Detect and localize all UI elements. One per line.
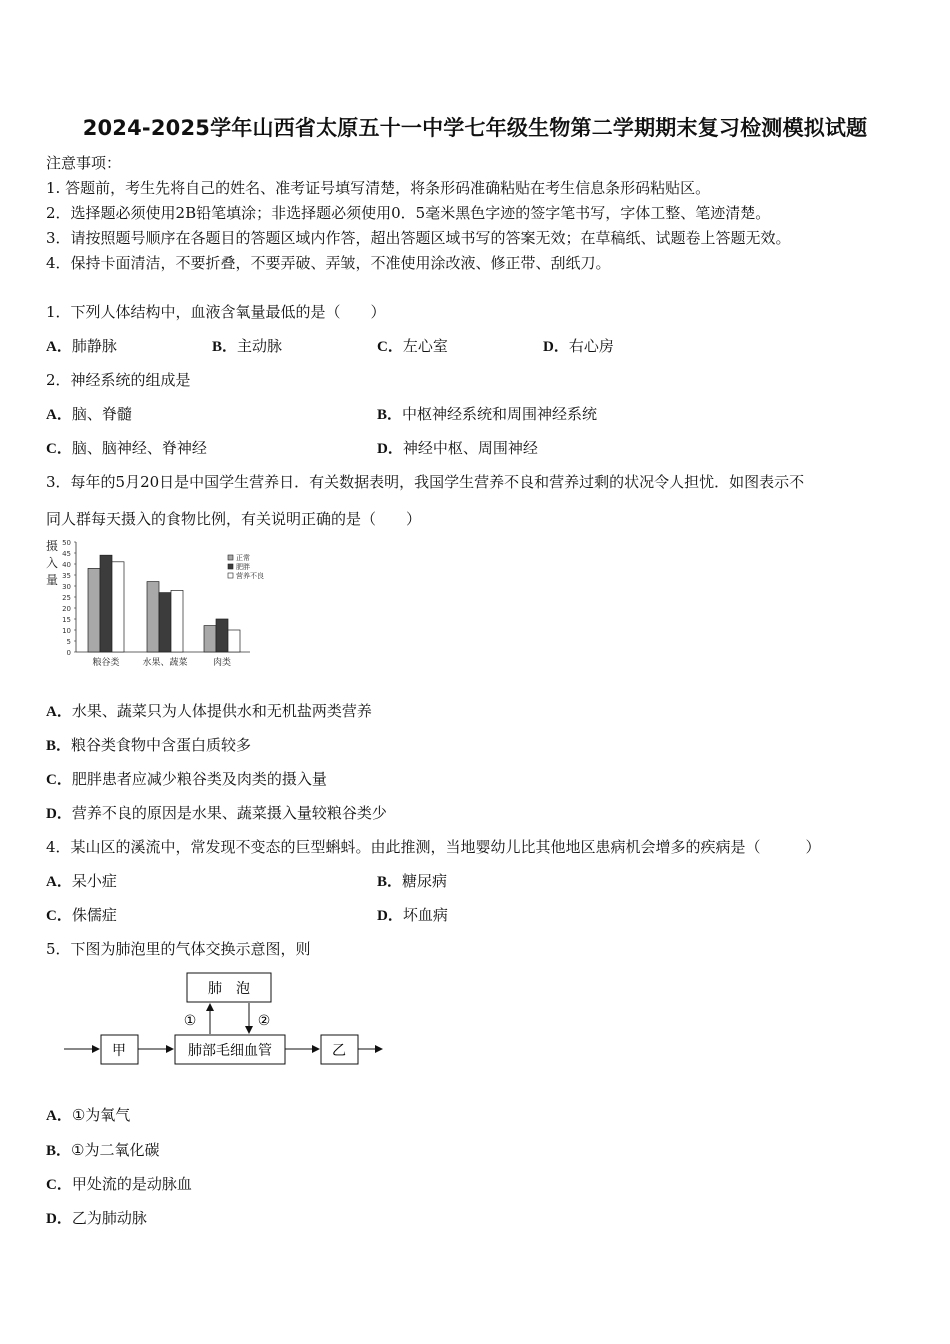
option-text: 左心室 (402, 337, 448, 355)
option-text: ①为二氧化碳 (71, 1141, 160, 1159)
q2-stem: 2．神经系统的组成是 (46, 371, 191, 389)
q3-option-a[interactable] (46, 700, 372, 721)
bar-营养不良-粮谷类 (112, 562, 124, 652)
option-text: 神经中枢、周围神经 (402, 439, 538, 457)
option-text: 肥胖患者应减少粮谷类及肉类的摄入量 (71, 770, 327, 788)
q1-option-b[interactable] (212, 335, 282, 356)
option-text: 甲处流的是动脉血 (71, 1175, 192, 1193)
q1-option-a[interactable] (46, 335, 117, 356)
q5-option-b[interactable] (46, 1139, 159, 1160)
q4-stem: 4．某山区的溪流中，常发现不变态的巨型蝌蚪。由此推测，当地婴幼儿比其他地区患病机会增多的疾病是（ ） (46, 838, 821, 856)
bar-营养不良-肉类 (228, 630, 240, 652)
q5-option-a[interactable] (46, 1104, 130, 1125)
option-text: 右心房 (568, 337, 614, 355)
option-label: B． (46, 1143, 72, 1159)
q5-option-d[interactable] (46, 1207, 147, 1228)
legend-swatch (228, 555, 233, 560)
bar-营养不良-水果、蔬菜 (171, 590, 183, 652)
notice-item-3: 3．请按照题号顺序在各题目的答题区域内作答，超出答题区域书写的答案无效；在草稿纸、试题卷上答题无效。 (46, 229, 791, 247)
option-text: 营养不良的原因是水果、蔬菜摄入量较粮谷类少 (71, 804, 387, 822)
option-label: A． (46, 704, 72, 720)
option-label: A． (46, 339, 72, 355)
y-tick-label: 30 (62, 583, 71, 591)
q1-stem: 1．下列人体结构中，血液含氧量最低的是（ ） (46, 303, 386, 321)
q4-option-a[interactable] (46, 870, 117, 891)
q4-option-c[interactable] (46, 904, 117, 925)
x-tick-label: 水果、蔬菜 (142, 658, 188, 668)
option-label: A． (46, 874, 72, 890)
page-title: 2024-2025学年山西省太原五十一中学七年级生物第二学期期末复习检测模拟试题 (82, 116, 868, 140)
q4-option-b[interactable] (377, 870, 447, 891)
q3-option-c[interactable] (46, 768, 327, 789)
bar-正常-粮谷类 (88, 568, 100, 652)
y-tick-label: 45 (62, 550, 71, 558)
y-tick-label: 40 (62, 561, 71, 569)
option-label: D． (46, 806, 72, 822)
capillary-label: 肺部毛细血管 (188, 1043, 272, 1059)
arrow-1-label: ① (183, 1013, 197, 1029)
option-label: C． (46, 441, 72, 457)
legend-label: 肥胖 (236, 563, 250, 571)
option-text: 主动脉 (237, 337, 283, 355)
alveolus-label: 肺 泡 (208, 981, 250, 997)
option-text: 脑、脊髓 (71, 405, 132, 423)
option-label: D． (377, 441, 403, 457)
option-text: 侏儒症 (71, 906, 117, 924)
right-label: 乙 (332, 1043, 346, 1059)
legend-swatch (228, 573, 233, 578)
q3-stem-line2: 同人群每天摄入的食物比例，有关说明正确的是（ ） (46, 510, 422, 528)
y-axis-label-char: 入 (45, 556, 59, 570)
y-axis-label-char: 量 (45, 573, 59, 587)
q5-stem: 5．下图为肺泡里的气体交换示意图，则 (46, 940, 311, 958)
bar-正常-水果、蔬菜 (147, 582, 159, 652)
q1-option-c[interactable] (377, 335, 448, 356)
bar-肥胖-肉类 (216, 619, 228, 652)
option-label: C． (46, 908, 72, 924)
notice-item-4: 4．保持卡面清洁，不要折叠，不要弄破、弄皱，不准使用涂改液、修正带、刮纸刀。 (46, 254, 611, 272)
option-label: B． (377, 407, 403, 423)
bar-正常-肉类 (204, 626, 216, 652)
y-tick-label: 35 (62, 572, 71, 580)
y-tick-label: 10 (62, 627, 71, 635)
q2-option-c[interactable] (46, 437, 207, 458)
q4-option-d[interactable] (377, 904, 448, 925)
option-label: A． (46, 1108, 72, 1124)
notice-heading: 注意事项： (46, 154, 122, 172)
option-text: 水果、蔬菜只为人体提供水和无机盐两类营养 (71, 702, 372, 720)
gas-exchange-diagram (60, 968, 390, 1068)
option-label: C． (46, 772, 72, 788)
q1-option-d[interactable] (543, 335, 614, 356)
option-label: A． (46, 407, 72, 423)
y-tick-label: 5 (66, 638, 71, 646)
option-label: B． (377, 874, 403, 890)
bar-肥胖-水果、蔬菜 (159, 593, 171, 652)
q3-option-b[interactable] (46, 734, 251, 755)
notice-item-1: 1. 答题前，考生先将自己的姓名、准考证号填写清楚，将条形码准确粘贴在考生信息条形码粘贴区。 (46, 179, 711, 197)
option-label: D． (377, 908, 403, 924)
option-text: 呆小症 (71, 872, 117, 890)
q2-option-d[interactable] (377, 437, 538, 458)
arrow-2-label: ② (257, 1013, 271, 1029)
y-tick-label: 50 (62, 539, 71, 547)
option-text: 肺静脉 (71, 337, 117, 355)
x-tick-label: 肉类 (212, 658, 232, 668)
legend-label: 正常 (236, 554, 250, 562)
q3-option-d[interactable] (46, 802, 387, 823)
option-label: B． (212, 339, 238, 355)
legend-label: 营养不良 (236, 572, 264, 580)
y-tick-label: 0 (66, 649, 71, 657)
x-tick-label: 粮谷类 (92, 658, 120, 668)
option-label: B． (46, 738, 72, 754)
y-tick-label: 15 (62, 616, 71, 624)
q2-option-b[interactable] (377, 403, 597, 424)
option-label: C． (46, 1177, 72, 1193)
option-text: ①为氧气 (71, 1106, 131, 1124)
y-tick-label: 25 (62, 594, 71, 602)
legend-swatch (228, 564, 233, 569)
option-text: 乙为肺动脉 (71, 1209, 147, 1227)
option-text: 中枢神经系统和周围神经系统 (402, 405, 598, 423)
q3-stem-line1: 3．每年的5月20日是中国学生营养日．有关数据表明，我国学生营养不良和营养过剩的状况令人担忧．如图表示不 (46, 473, 805, 491)
option-text: 糖尿病 (402, 872, 448, 890)
q2-option-a[interactable] (46, 403, 132, 424)
option-text: 粮谷类食物中含蛋白质较多 (71, 736, 252, 754)
notice-item-2: 2．选择题必须使用2B铅笔填涂；非选择题必须使用0．5毫米黑色字迹的签字笔书写，字体工整、笔迹清楚。 (46, 204, 771, 222)
option-label: C． (377, 339, 403, 355)
option-label: D． (46, 1211, 72, 1227)
food-intake-chart (40, 536, 280, 672)
left-label: 甲 (112, 1043, 126, 1059)
option-text: 脑、脑神经、脊神经 (71, 439, 207, 457)
option-label: D． (543, 339, 569, 355)
y-axis-label-char: 摄 (45, 539, 59, 553)
y-tick-label: 20 (62, 605, 71, 613)
bar-肥胖-粮谷类 (100, 555, 112, 652)
q5-option-c[interactable] (46, 1173, 192, 1194)
option-text: 坏血病 (402, 906, 448, 924)
